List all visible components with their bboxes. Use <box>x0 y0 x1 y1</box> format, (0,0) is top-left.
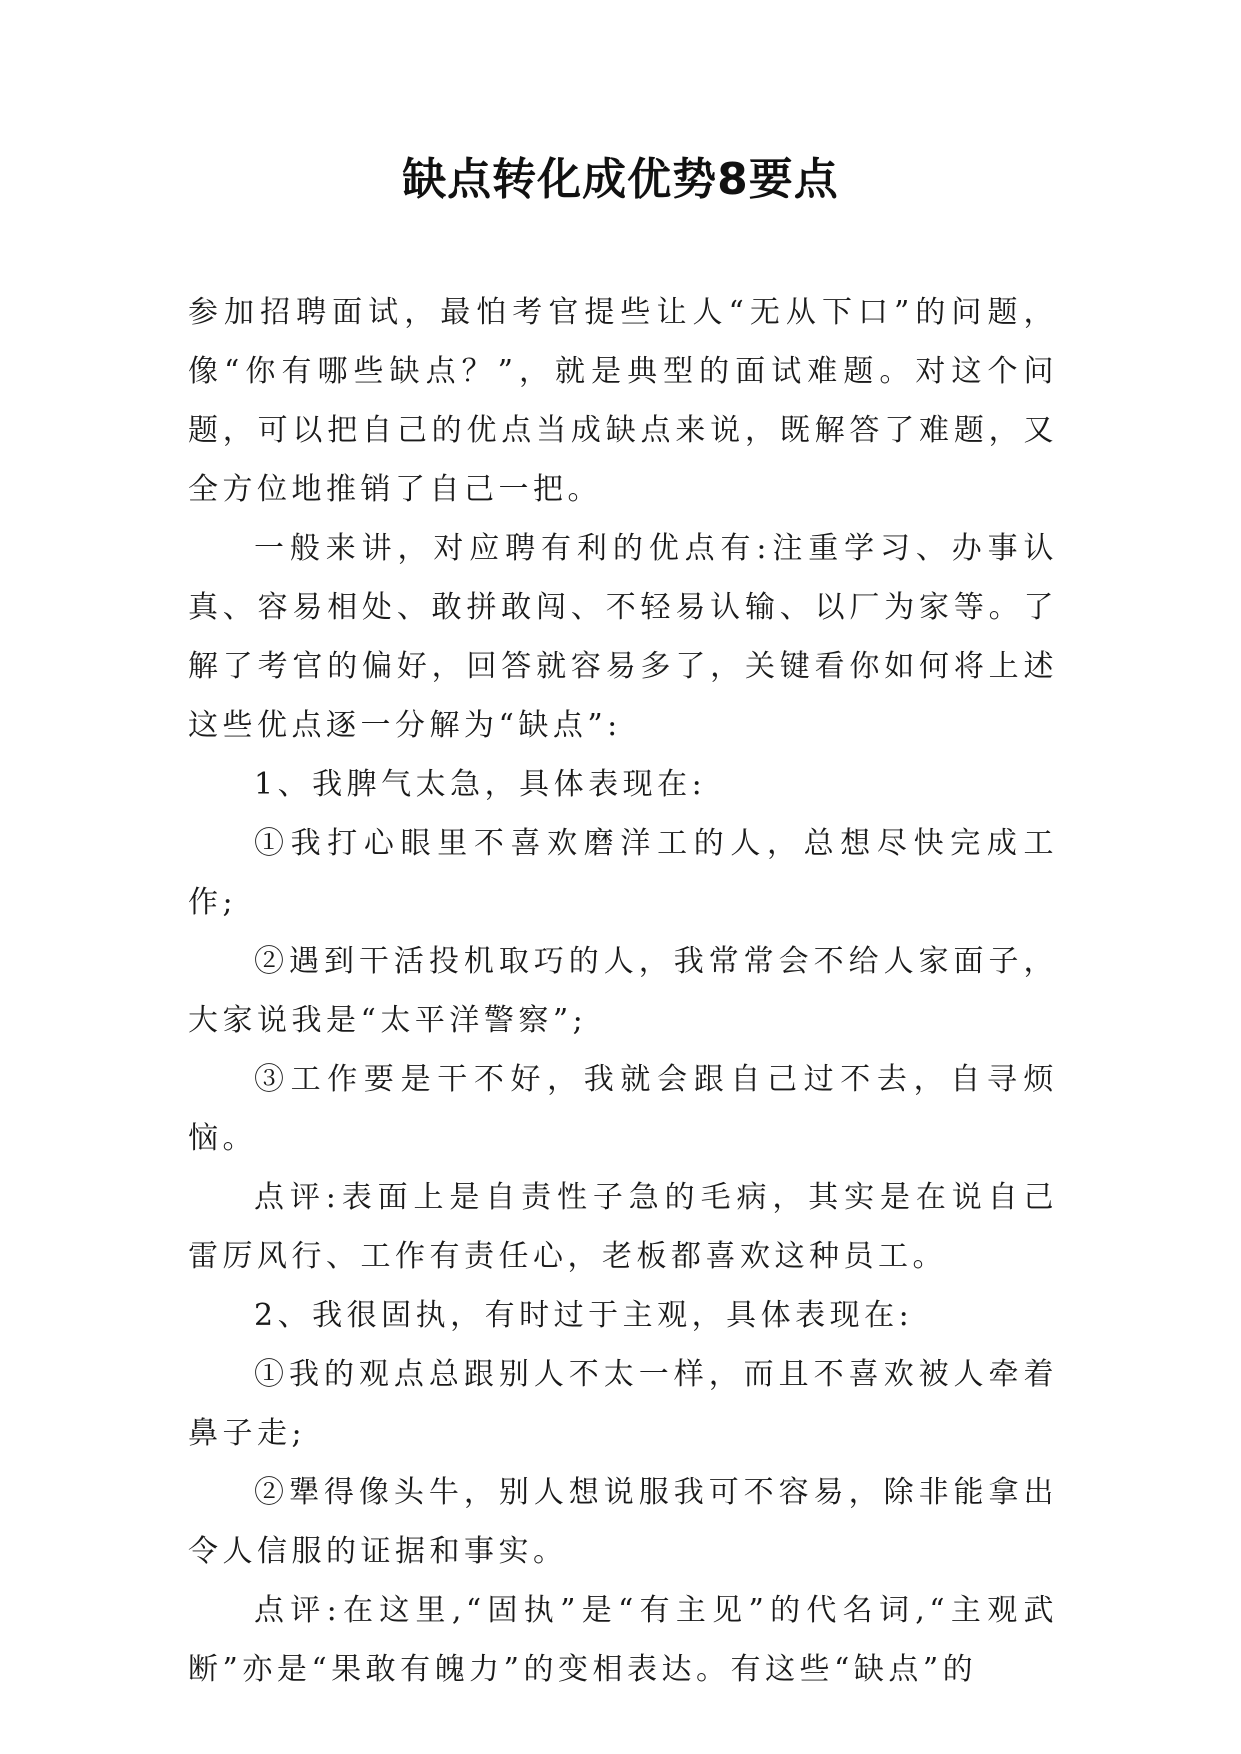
paragraph-strengths: 一般来讲，对应聘有利的优点有:注重学习、办事认真、容易相处、敢拼敢闯、不轻易认输、以厂为家等。了解了考官的偏好，回答就容易多了，关键看你如何将上述这些优点逐一分解为“缺点”: <box>188 531 1058 743</box>
paragraph-comment-2: 点评:在这里,“固执”是“有主见”的代名词,“主观武断”亦是“果敢有魄力”的变相表达。有这些“缺点”的 <box>188 1593 1058 1687</box>
paragraph-point-2: 2、我很固执，有时过于主观，具体表现在: <box>254 1298 914 1333</box>
paragraph-point-1: 1、我脾气太急，具体表现在: <box>254 767 707 802</box>
document-title: 缺点转化成优势8要点 <box>402 154 839 205</box>
document-body <box>188 283 1058 1699</box>
paragraph-point-1-item-2: ②遇到干活投机取巧的人，我常常会不给人家面子，大家说我是“太平洋警察”; <box>188 944 1058 1038</box>
paragraph-comment-1: 点评:表面上是自责性子急的毛病，其实是在说自己雷厉风行、工作有责任心，老板都喜欢这种员工。 <box>188 1180 1058 1274</box>
paragraph-point-1-item-3: ③工作要是干不好，我就会跟自己过不去，自寻烦恼。 <box>188 1062 1058 1156</box>
paragraph-point-2-item-1: ①我的观点总跟别人不太一样，而且不喜欢被人牵着鼻子走; <box>188 1357 1058 1451</box>
paragraph-point-1-item-1: ①我打心眼里不喜欢磨洋工的人，总想尽快完成工作; <box>188 826 1058 920</box>
paragraph-point-2-item-2: ②犟得像头牛，别人想说服我可不容易，除非能拿出令人信服的证据和事实。 <box>188 1475 1058 1569</box>
paragraph-intro: 参加招聘面试，最怕考官提些让人“无从下口”的问题，像“你有哪些缺点？”，就是典型的面试难题。对这个问题，可以把自己的优点当成缺点来说，既解答了难题，又全方位地推销了自己一把。 <box>188 295 1058 507</box>
